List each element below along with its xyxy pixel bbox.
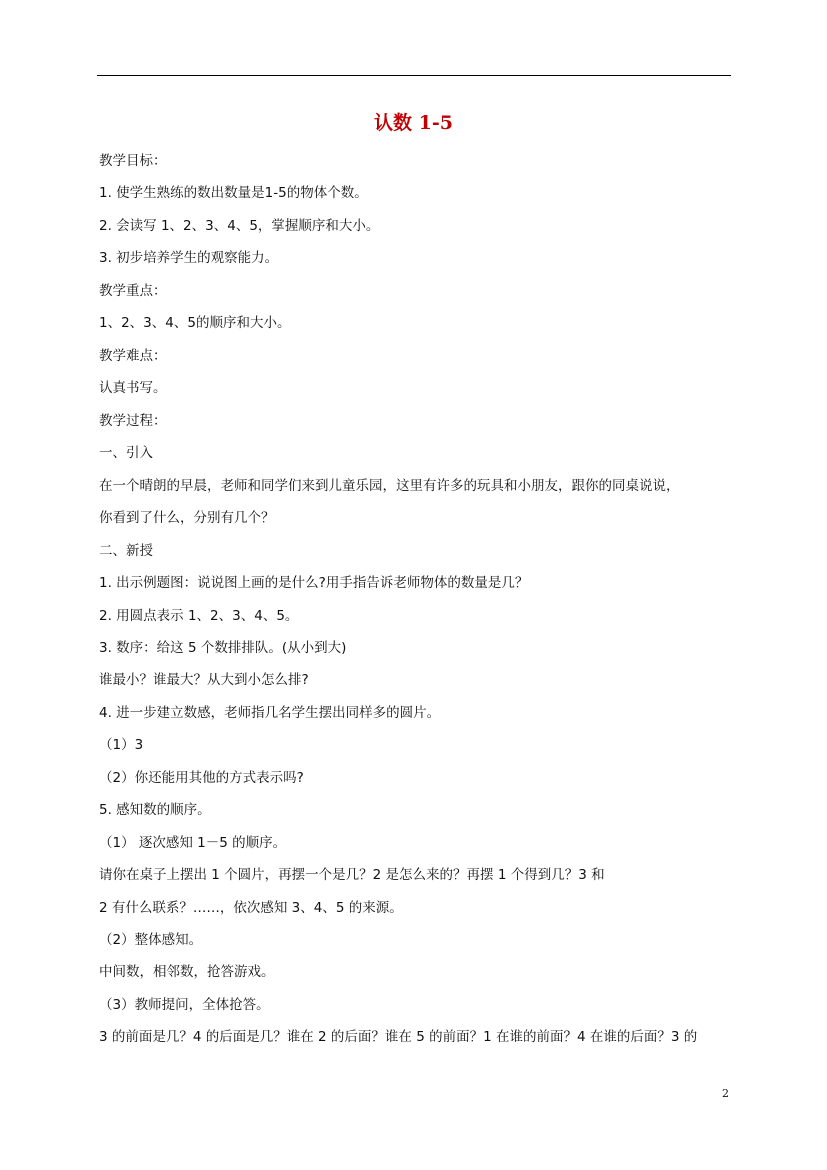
document-title: 认数 1-5 [374,112,453,134]
text-line: 2. 会读写 1、2、3、4、5，掌握顺序和大小。 [99,218,380,234]
text-line: 4. 进一步建立数感，老师指几名学生摆出同样多的圆片。 [99,705,441,721]
text-line: 1. 出示例题图：说说图上画的是什么?用手指告诉老师物体的数量是几？ [99,575,529,591]
text-line: 教学过程： [99,413,167,429]
text-line: 教学难点： [99,348,167,364]
header-rule [97,75,731,76]
text-line: 1、2、3、4、5的顺序和大小。 [99,315,291,331]
text-line: （2）整体感知。 [99,932,203,948]
text-line: （1）3 [99,737,144,753]
text-line: （3）教师提问，全体抢答。 [99,997,270,1013]
text-line: （2）你还能用其他的方式表示吗? [99,770,304,786]
text-line: 教学重点： [99,283,167,299]
text-line: 谁最小？谁最大？从大到小怎么排? [99,672,309,688]
text-line: 你看到了什么，分别有几个？ [99,510,275,526]
text-line: 教学目标： [99,153,167,169]
text-line: 请你在桌子上摆出 1 个圆片，再摆一个是几？2 是怎么来的？再摆 1 个得到几？3 和 [99,867,605,883]
text-line: 认真书写。 [99,380,167,396]
page-number: 2 [722,1087,729,1100]
text-line: 2 有什么联系？……，依次感知 3、4、5 的来源。 [99,900,403,916]
text-line: 中间数，相邻数，抢答游戏。 [99,964,275,980]
text-line: 一、引入 [99,445,153,461]
text-line: 3. 数序：给这 5 个数排排队。(从小到大) [99,640,347,656]
text-line: 2. 用圆点表示 1、2、3、4、5。 [99,608,299,624]
text-line: （1） 逐次感知 1－5 的顺序。 [99,835,287,851]
text-line: 3 的前面是几？4 的后面是几？谁在 2 的后面？谁在 5 的前面？1 在谁的前面？4 在谁的后面？3 的 [99,1029,698,1045]
text-line: 1. 使学生熟练的数出数量是1-5的物体个数。 [99,185,368,201]
text-line: 在一个晴朗的早晨，老师和同学们来到儿童乐园，这里有许多的玩具和小朋友，跟你的同桌说说， [99,478,680,494]
text-line: 3. 初步培养学生的观察能力。 [99,250,279,266]
text-line: 5. 感知数的顺序。 [99,802,211,818]
text-line: 二、新授 [99,543,153,559]
